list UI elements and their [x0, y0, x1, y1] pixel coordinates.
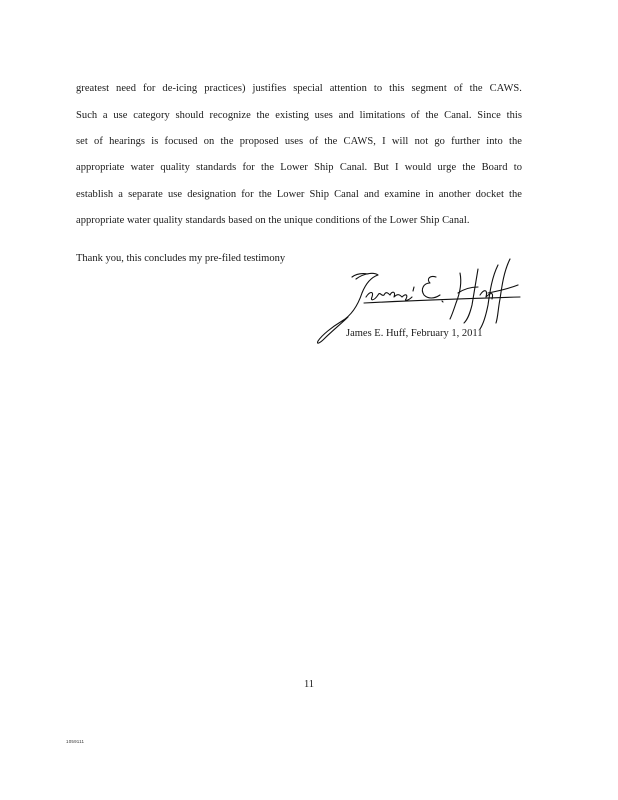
- signature-caption: James E. Huff, February 1, 2011: [346, 328, 483, 339]
- closing-statement: Thank you, this concludes my pre-filed testimony: [76, 253, 286, 264]
- paragraph-line: greatest need for de-icing practices) justifies special attention to this segment of the CAWS.: [76, 83, 522, 94]
- paragraph-line: establish a separate use designation for the Lower Ship Canal and examine in another docket the: [76, 189, 522, 200]
- paragraph-line: appropriate water quality standards for the Lower Ship Canal. But I would urge the Board to: [76, 162, 522, 173]
- page-number: 11: [303, 679, 315, 690]
- paragraph-line: appropriate water quality standards based on the unique conditions of the Lower Ship Canal.: [76, 215, 470, 226]
- paragraph-line: set of hearings is focused on the proposed uses of the CAWS, I will not go further into the: [76, 136, 522, 147]
- paragraph-line: Such a use category should recognize the existing uses and limitations of the Canal. Since this: [76, 110, 522, 121]
- document-id: 1059111: [66, 739, 85, 744]
